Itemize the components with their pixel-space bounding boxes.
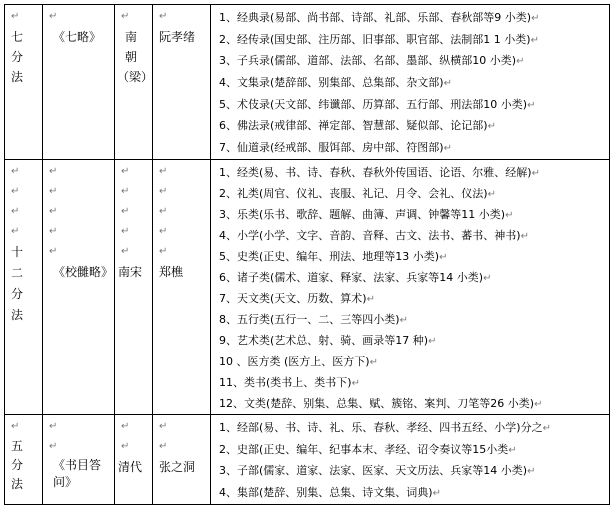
system-cell [5,5,43,160]
list-item: 1、经部(易、书、诗、礼、乐、春秋、孝经、四书五经、小学)分之↵ [219,420,551,434]
classification-table [4,4,610,505]
author-name: 阮孝绪 [159,30,196,44]
list-item: 7、天文类(天文、历数、算术)↵ [219,291,375,305]
dynasty-cell: ↵ 南 朝 （梁） [115,5,153,160]
list-item: 10 、医方类 (医方上、医方下)↵ [219,354,378,368]
system-char: 分 [11,457,24,472]
list-item: 11、类书(类书上、类书下)↵ [219,375,360,389]
book-title: 《校雠略》 [53,264,114,279]
list-item: 7、仙道录(经戒部、服饵部、房中部、符图部)↵ [219,141,452,155]
list-item: 1、经类(易、书、诗、春秋、春秋外传国语、论语、尔雅、经解)↵ [219,165,540,179]
system-cell: ↵ ↵ ↵ ↵ 十 二 分 法 [5,159,43,414]
list-item: 6、佛法录(戒律部、禅定部、智慧部、疑似部、论记部)↵ [219,119,496,133]
book-title: 《书目答问》 [53,457,102,489]
list-item: 2、礼类(周官、仪礼、丧服、礼记、月令、会礼、仪法)↵ [219,186,496,200]
dynasty-text: 南 [125,30,138,44]
system-char: 分 [11,286,24,301]
dynasty-text: 朝 [125,50,138,64]
list-item: 3、子部(儒家、道家、法家、医家、天文历法、兵家等14 小类)↵ [219,464,536,478]
author-cell: ↵ ↵ 张之洞 [153,414,211,504]
book-cell: ↵ 《七略》 [43,5,115,160]
system-char: 法 [11,476,24,491]
author-name: 郑樵 [159,264,184,279]
book-cell: ↵ ↵ ↵ ↵ ↵ 《校雠略》 [43,159,115,414]
system-char: 法 [11,70,24,84]
book-cell: ↵ ↵ 《书目答问》 [43,414,115,504]
system-cell: ↵ 五 分 法 [5,414,43,504]
dynasty-text: 南宋 [118,264,143,279]
dynasty-text: 清代 [118,459,143,474]
table-row [5,5,610,160]
system-char: 七 [11,30,24,44]
list-item: 9、艺术类(艺术总、射、骑、画录等17 种)↵ [219,333,437,347]
list-item: 6、诸子类(儒术、道家、释家、法家、兵家等14 小类)↵ [219,270,492,284]
system-char: 二 [11,265,24,280]
list-item: 2、史部(正史、编年、纪事本末、孝经、诏令奏议等15小类↵ [219,442,517,456]
table-row [5,159,610,414]
list-item: 5、史类(正史、编年、刑法、地理等13 小类)↵ [219,249,448,263]
system-char: 法 [11,307,24,322]
list-item: 5、术伎录(天文部、纬谶部、历算部、五行部、刑法部10 小类)↵ [219,97,536,111]
system-char: 十 [11,244,24,259]
author-cell: ↵ ↵ ↵ ↵ ↵ 郑樵 [153,159,211,414]
list-item: 4、小学(小学、文字、音韵、音释、古文、法书、蕃书、神书)↵ [219,228,529,242]
system-char: 五 [11,438,24,453]
items-cell [211,159,610,414]
list-item: 4、文集录(楚辞部、别集部、总集部、杂文部)↵ [219,76,452,90]
list-item: 12、文类(楚辞、别集、总集、赋、簇铭、案判、刀笔等26 小类)↵ [219,396,543,410]
book-title: 《七略》 [53,30,102,44]
author-cell: ↵ 阮孝绪 [153,5,211,160]
dynasty-cell: ↵ ↵ ↵ ↵ ↵ 南宋 [115,159,153,414]
paragraph-mark: ↵ [11,11,20,22]
list-item: 3、子兵录(儒部、道部、法部、名部、墨部、纵横部10 小类)↵ [219,54,525,68]
author-name: 张之洞 [159,459,196,474]
items-cell [211,5,610,160]
list-item: 3、乐类(乐书、歌辞、题解、曲簿、声调、钟馨等11 小类)↵ [219,207,514,221]
dynasty-cell: ↵ ↵ 清代 [115,414,153,504]
list-item: 4、集部(楚辞、别集、总集、诗文集、词典)↵ [219,485,441,499]
list-item: 1、经典录(易部、尚书部、诗部、礼部、乐部、春秋部等9 小类)↵ [219,11,540,24]
system-char: 分 [11,50,24,64]
dynasty-text: （梁） [117,70,154,84]
list-item: 8、五行类(五行一、二、三等四小类)↵ [219,312,408,326]
list-item: 2、经传录(国史部、注历部、旧事部、职官部、法制部1 1 小类)↵ [219,32,539,46]
